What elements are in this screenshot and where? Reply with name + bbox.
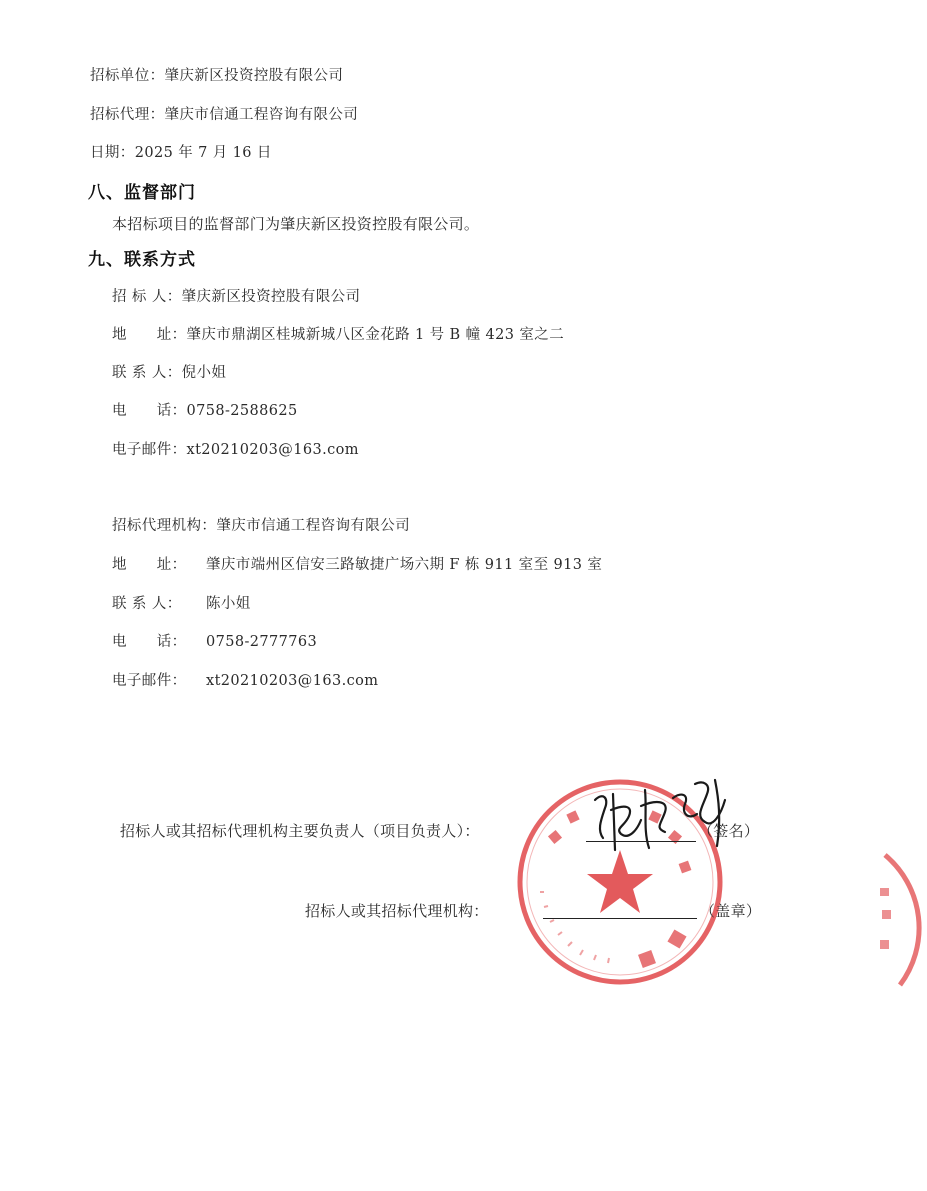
principal-signature-row bbox=[120, 820, 480, 841]
org-seal-line[interactable] bbox=[543, 918, 697, 919]
agency-phone-row bbox=[112, 630, 317, 651]
agency-name-value: 肇庆市信通工程咨询有限公司 bbox=[216, 518, 411, 534]
agency-contact-value: 陈小姐 bbox=[206, 596, 251, 612]
org-label: 招标人或其招标代理机构： bbox=[305, 902, 489, 920]
section8-heading: 八、监督部门 bbox=[88, 183, 196, 203]
tenderer-address-row bbox=[112, 323, 564, 344]
tenderer-phone-value: 0758-2588625 bbox=[186, 403, 298, 419]
tenderer-name-label: 招 标 人： bbox=[112, 289, 182, 305]
principal-label: 招标人或其招标代理机构主要负责人（项目负责人）： bbox=[120, 822, 480, 840]
tenderer-address-value: 肇庆市鼎湖区桂城新城八区金花路 1 号 B 幢 423 室之二 bbox=[186, 327, 565, 343]
tenderer-address-label: 地 址： bbox=[112, 327, 187, 343]
agency-address-row bbox=[112, 553, 602, 574]
org-suffix: （盖章） bbox=[700, 902, 762, 920]
agency-address-value: 肇庆市端州区信安三路敏捷广场六期 F 栋 911 室至 913 室 bbox=[206, 557, 603, 573]
tenderer-name-value: 肇庆新区投资控股有限公司 bbox=[181, 289, 361, 305]
principal-signature-line[interactable] bbox=[586, 841, 696, 842]
agency-name-label: 招标代理机构： bbox=[112, 518, 217, 534]
date-line: 日期：2025 年 7 月 16 日 bbox=[90, 145, 272, 161]
tenderer-contact-label: 联 系 人： bbox=[112, 365, 182, 381]
partial-seal bbox=[870, 850, 927, 990]
section9-heading: 九、联系方式 bbox=[88, 250, 196, 270]
section8-text: 本招标项目的监督部门为肇庆新区投资控股有限公司。 bbox=[112, 215, 480, 233]
agency-contact-row bbox=[112, 592, 251, 613]
tenderer-contact-row bbox=[112, 361, 226, 382]
tenderer-contact-value: 倪小姐 bbox=[181, 365, 227, 381]
tenderer-email-label: 电子邮件： bbox=[112, 442, 187, 458]
tenderer-phone-label: 电 话： bbox=[112, 403, 187, 419]
agency-contact-label: 联 系 人： bbox=[112, 596, 182, 612]
tenderer-email-row bbox=[112, 438, 359, 459]
tenderer-name-row bbox=[112, 285, 360, 306]
handwritten-signature bbox=[585, 770, 745, 860]
agency-email-row bbox=[112, 669, 378, 690]
tenderer-phone-row bbox=[112, 399, 298, 420]
agency-address-label: 地 址： bbox=[112, 557, 187, 573]
agency-email-value: xt20210203@163.com bbox=[206, 673, 379, 689]
agency-name-row bbox=[112, 514, 410, 535]
agent-line: 招标代理：肇庆市信通工程咨询有限公司 bbox=[90, 107, 359, 123]
agency-phone-value: 0758-2777763 bbox=[206, 634, 318, 650]
agency-email-label: 电子邮件： bbox=[112, 673, 187, 689]
tenderer-email-value: xt20210203@163.com bbox=[186, 442, 359, 458]
agency-phone-label: 电 话： bbox=[112, 634, 187, 650]
principal-suffix: （签名） bbox=[698, 822, 760, 840]
issuer-line: 招标单位：肇庆新区投资控股有限公司 bbox=[90, 68, 344, 84]
